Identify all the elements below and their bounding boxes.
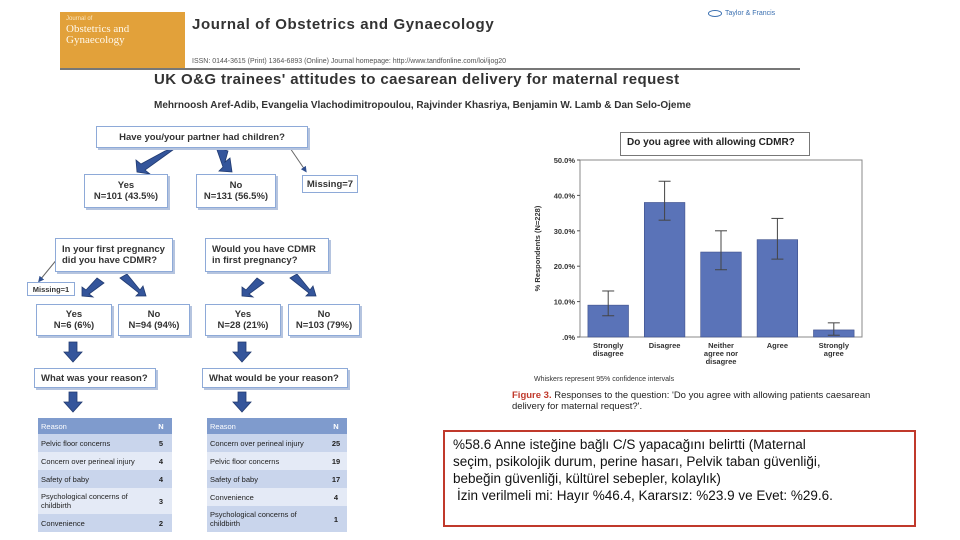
question-first-pregnancy: In your first pregnancy did you have CDMR? bbox=[62, 244, 165, 266]
reason-cell: Concern over perineal injury bbox=[38, 452, 150, 470]
journal-name: Journal of Obstetrics and Gynaecology bbox=[192, 16, 495, 33]
annotation-line-2: seçim, psikolojik durum, perine hasarı, Pelvik taban güvenliği, bbox=[453, 454, 821, 469]
x-tick-label bbox=[593, 341, 624, 358]
annotation-line-1: %58.6 Anne isteğine bağlı C/S yapacağını belirtti (Maternal bbox=[453, 437, 806, 452]
count-cell: 4 bbox=[325, 488, 347, 506]
table-row bbox=[38, 488, 172, 514]
reason-cell: Psychological concerns of childbirth bbox=[207, 506, 325, 532]
reason-would-box bbox=[202, 368, 348, 388]
header-n: N bbox=[150, 418, 172, 434]
right-no-box bbox=[288, 304, 360, 336]
x-tick-label-line: disagree bbox=[592, 349, 624, 358]
bar-chart bbox=[533, 156, 862, 366]
chart-title-box bbox=[620, 132, 810, 156]
table-row bbox=[38, 434, 172, 452]
x-tick-label-line: Strongly bbox=[818, 341, 850, 350]
x-tick-label-line: Disagree bbox=[648, 341, 681, 350]
question-would-have: Would you have CDMR in first pregnancy? bbox=[212, 244, 316, 266]
x-tick-label bbox=[767, 341, 788, 350]
question-children: Have you/your partner had children? bbox=[119, 131, 285, 143]
count-cell: 4 bbox=[150, 452, 172, 470]
table-row bbox=[207, 470, 347, 488]
reason-cell: Convenience bbox=[207, 488, 325, 506]
table-header-row bbox=[38, 418, 172, 434]
missing-7-box bbox=[302, 175, 358, 193]
table-row bbox=[207, 452, 347, 470]
chart-title: Do you agree with allowing CDMR? bbox=[627, 137, 795, 148]
reason-cell: Pelvic floor concerns bbox=[38, 434, 150, 452]
whisker-note: Whiskers represent 95% confidence intervals bbox=[534, 376, 675, 383]
x-tick-label bbox=[819, 341, 850, 358]
left-no-box bbox=[118, 304, 190, 336]
arrow-down-right-icon bbox=[216, 147, 232, 172]
count-cell: 17 bbox=[325, 470, 347, 488]
y-tick-label: 30.0% bbox=[553, 226, 575, 236]
reason-cell: Pelvic floor concerns bbox=[207, 452, 325, 470]
reason-was-box bbox=[34, 368, 156, 388]
right-no-label: No bbox=[317, 309, 331, 320]
y-tick-label: .0% bbox=[562, 333, 575, 342]
annotation-line-3: bebeğin güvenliği, kültürel sebepler, kolaylık) bbox=[453, 471, 721, 486]
reason-cell: Psychological concerns of childbirth bbox=[38, 488, 150, 514]
annotation-box bbox=[443, 430, 916, 527]
y-tick-label: 50.0% bbox=[553, 156, 575, 165]
missing-7-label: Missing=7 bbox=[306, 178, 354, 190]
question-first-pregnancy-box bbox=[55, 238, 173, 272]
left-yes-label: Yes bbox=[65, 309, 83, 320]
reason-cell: Convenience bbox=[38, 514, 150, 532]
x-tick-label-line: Strongly bbox=[592, 341, 624, 350]
question-would-have-box bbox=[205, 238, 329, 272]
right-yes-label: Yes bbox=[234, 309, 252, 320]
table-row bbox=[207, 506, 347, 532]
figure-label: Figure 3. bbox=[512, 390, 552, 401]
no-children-box bbox=[196, 174, 276, 208]
figure-caption-text: Responses to the question: 'Do you agree with allowing patients caesarean delivery for maternal request?'. bbox=[512, 390, 871, 412]
article-authors: Mehrnoosh Aref-Adib, Evangelia Vlachodimitropoulou, Rajvinder Khasriya, Benjamin W. Lamb & Dan Selo-Ojeme bbox=[154, 100, 691, 111]
y-tick-label: 10.0% bbox=[553, 297, 575, 307]
left-no-count: N=94 (94%) bbox=[128, 320, 180, 331]
x-tick-label bbox=[704, 341, 738, 366]
figure-caption bbox=[512, 390, 902, 412]
yes-count: N=101 (43.5%) bbox=[93, 191, 159, 202]
no-label: No bbox=[229, 180, 243, 191]
count-cell: 25 bbox=[325, 434, 347, 452]
right-yes-box bbox=[205, 304, 281, 336]
table-row bbox=[207, 488, 347, 506]
count-cell: 19 bbox=[325, 452, 347, 470]
x-tick-label-line: Agree bbox=[766, 341, 789, 350]
arrow-down-icon bbox=[64, 392, 82, 412]
table-row bbox=[38, 470, 172, 488]
table-row bbox=[38, 514, 172, 532]
header-n: N bbox=[325, 418, 347, 434]
y-tick-label: 20.0% bbox=[553, 262, 575, 272]
count-cell: 5 bbox=[150, 434, 172, 452]
table-row bbox=[38, 452, 172, 470]
missing-1-label: Missing=1 bbox=[32, 284, 70, 294]
cover-title: Obstetrics and Gynaecology bbox=[66, 23, 130, 46]
yes-label: Yes bbox=[117, 180, 135, 191]
header-reason: Reason bbox=[207, 418, 325, 434]
no-count: N=131 (56.5%) bbox=[203, 191, 269, 202]
arrow-down-left-icon bbox=[136, 147, 177, 174]
table-row bbox=[207, 434, 347, 452]
yes-children-box bbox=[84, 174, 168, 208]
annotation-line-4: İzin verilmeli mi: Hayır %46.4, Kararsız: %23.9 ve Evet: %29.6. bbox=[457, 488, 833, 503]
reason-was-question: What was your reason? bbox=[41, 372, 148, 384]
missing-1-box bbox=[27, 282, 75, 296]
arrow-down-right-icon bbox=[120, 274, 146, 296]
arrow-down-icon bbox=[64, 342, 82, 362]
y-axis-label: % Respondents (N=228) bbox=[533, 205, 542, 292]
publisher-name: Taylor & Francis bbox=[725, 10, 776, 17]
count-cell: 4 bbox=[150, 470, 172, 488]
left-yes-box bbox=[36, 304, 112, 336]
x-tick-label-line: Neither bbox=[708, 341, 734, 350]
count-cell: 2 bbox=[150, 514, 172, 532]
arrow-down-left-icon bbox=[82, 278, 104, 297]
reason-cell: Safety of baby bbox=[207, 470, 325, 488]
header-reason: Reason bbox=[38, 418, 150, 434]
bar bbox=[644, 202, 685, 337]
arrow-down-left-icon bbox=[242, 278, 264, 297]
arrow-down-icon bbox=[233, 392, 251, 412]
question-children-box bbox=[96, 126, 308, 148]
left-yes-count: N=6 (6%) bbox=[53, 320, 95, 331]
reason-cell: Safety of baby bbox=[38, 470, 150, 488]
x-tick-label-line: agree nor bbox=[703, 349, 739, 358]
right-no-count: N=103 (79%) bbox=[295, 320, 353, 331]
issn-line: ISSN: 0144-3615 (Print) 1364-6893 (Online) Journal homepage: http://www.tandfonline.com/loi/ijog20 bbox=[192, 58, 507, 65]
x-tick-label bbox=[649, 341, 681, 350]
article-title: UK O&G trainees' attitudes to caesarean delivery for maternal request bbox=[154, 71, 680, 88]
arrow-down-right-icon bbox=[290, 274, 316, 296]
x-tick-label-line: disagree bbox=[705, 357, 737, 366]
left-no-label: No bbox=[147, 309, 161, 320]
reason-cell: Concern over perineal injury bbox=[207, 434, 325, 452]
right-yes-count: N=28 (21%) bbox=[217, 320, 269, 331]
count-cell: 3 bbox=[150, 488, 172, 514]
reason-would-question: What would be your reason? bbox=[209, 372, 339, 384]
y-tick-label: 40.0% bbox=[553, 191, 575, 201]
cover-small-text: Journal of bbox=[66, 16, 93, 22]
x-tick-label-line: agree bbox=[823, 349, 844, 358]
left-reason-table bbox=[38, 418, 172, 532]
arrow-down-icon bbox=[233, 342, 251, 362]
table-header-row bbox=[207, 418, 347, 434]
count-cell: 1 bbox=[325, 506, 347, 532]
right-reason-table bbox=[207, 418, 347, 532]
